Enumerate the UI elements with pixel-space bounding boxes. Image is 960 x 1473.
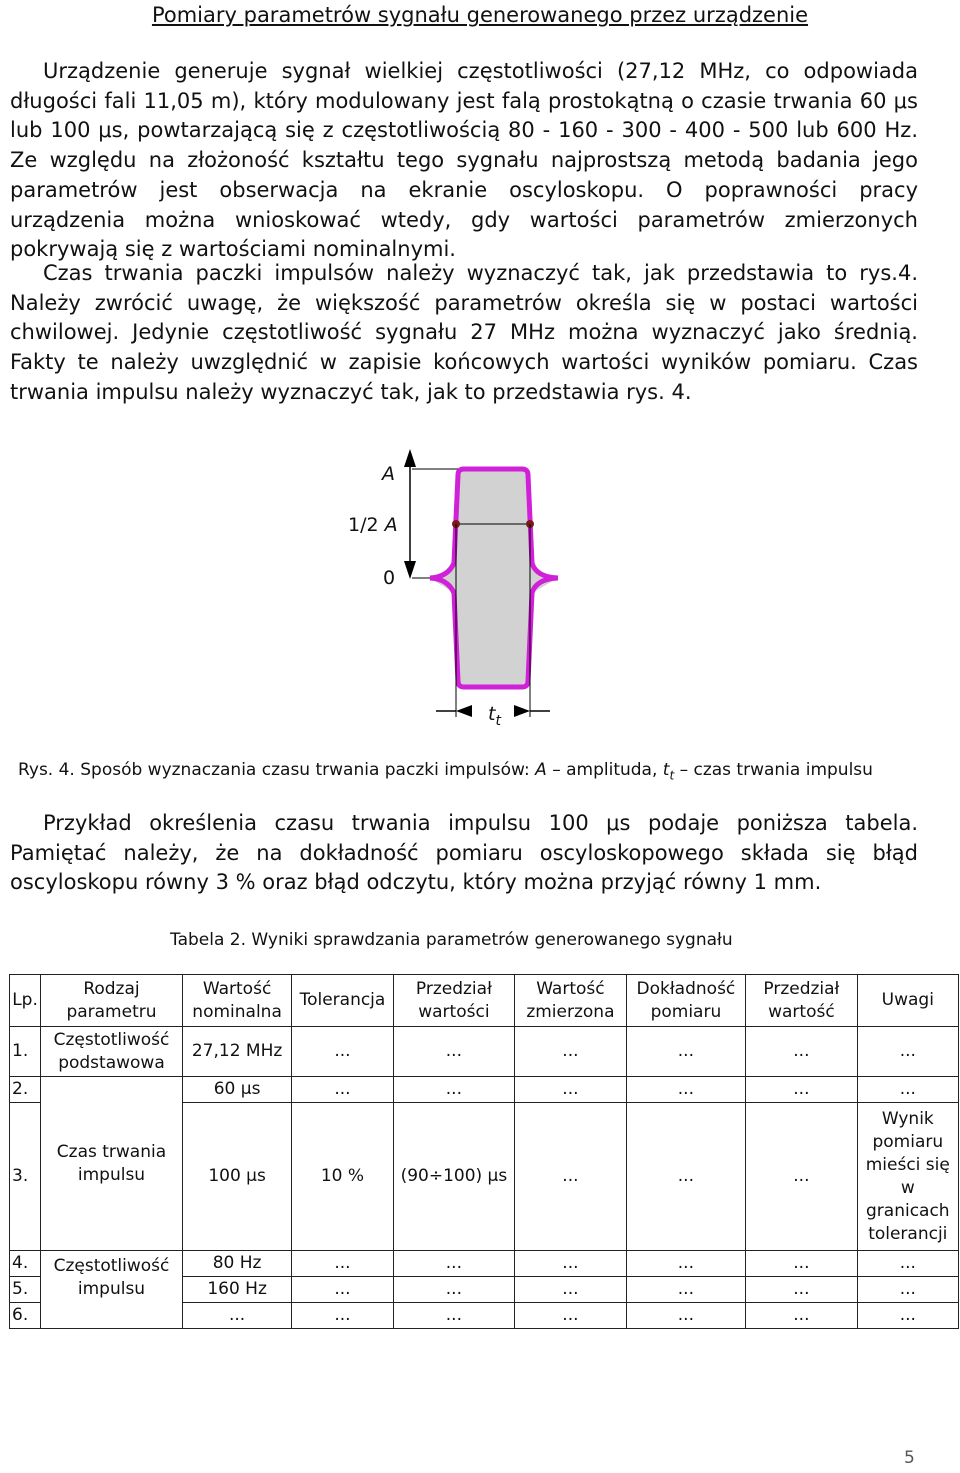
cell-notes: ... [857,1027,958,1077]
cell-lp: 2. [10,1077,41,1103]
label-amplitude: A [382,463,395,485]
text-line: pokrywają się z wartościami nominalnymi. [10,237,456,262]
cell-measured: ... [515,1303,626,1329]
cell-range: ... [393,1277,515,1303]
cell-notes: ... [857,1277,958,1303]
cell-nominal: ... [182,1303,291,1329]
cell-range2: ... [746,1103,857,1251]
text-line: Urządzenie generuje sygnał wielkiej częstotliwości (27,12 MHz, co odpowiada [43,59,918,83]
cell-accuracy: ... [626,1277,746,1303]
header-cell: Tolerancja [292,975,393,1027]
header-cell: Uwagi [857,975,958,1027]
cell-range: ... [393,1027,515,1077]
cell-measured: ... [515,1277,626,1303]
cell-range: ... [393,1303,515,1329]
results-table [9,974,959,1329]
cell-notes: ... [857,1077,958,1103]
cell-range2: ... [746,1303,857,1329]
header-cell: Wartość nominalna [182,975,291,1027]
label-half-a: A [384,514,398,536]
cell-range: ... [393,1077,515,1103]
header-cell: Przedział wartości [393,975,515,1027]
cell-range2: ... [746,1251,857,1277]
paragraph-method [10,259,918,408]
cell-range2: ... [746,1027,857,1077]
cell-nominal: 100 μs [182,1103,291,1251]
text-line: długości fali 11,05 m), który modulowany jest falą prostokątną o czasie trwania 60 μs [10,88,918,113]
cell-measured: ... [515,1103,626,1251]
pulse-fill [430,469,558,687]
table-row [10,1077,959,1103]
page-title: Pomiary parametrów sygnału generowanego przez urządzenie [151,3,809,27]
label-half: 1/2 [348,514,379,536]
cell-tolerance: 10 % [292,1103,393,1251]
cell-param: Częstotliwość impulsu [41,1251,183,1329]
table-row [10,1027,959,1077]
cell-measured: ... [515,1251,626,1277]
text-line: chwilowej. Jedynie częstotliwość sygnału 27 MHz można wyznaczyć jako średnią. [10,320,918,345]
cell-measured: ... [515,1027,626,1077]
caption-mid: – amplituda, [546,760,663,780]
pulse-diagram-svg [330,445,570,735]
duration-arrow-right [514,705,530,717]
header-cell: Lp. [10,975,41,1027]
table-row [10,1251,959,1277]
cell-lp: 6. [10,1303,41,1329]
text-line: urządzenia można wnioskować wtedy, gdy wartości parametrów zmierzonych [10,207,918,232]
label-zero: 0 [383,567,396,589]
cell-nominal: 80 Hz [182,1251,291,1277]
cell-accuracy: ... [626,1303,746,1329]
cell-param: Czas trwania impulsu [41,1077,183,1251]
cell-nominal: 27,12 MHz [182,1027,291,1077]
header-cell: Wartość zmierzona [515,975,626,1027]
duration-arrow-left [456,705,472,717]
text-line: Pamiętać należy, że na dokładność pomiaru oscyloskopowego składa się błąd [10,840,918,865]
cell-tolerance: ... [292,1277,393,1303]
cell-range2: ... [746,1077,857,1103]
cell-nominal: 160 Hz [182,1277,291,1303]
text-line: Przykład określenia czasu trwania impulsu 100 μs podaje poniższa tabela. [43,811,918,835]
text-line: parametrów jest obserwacja na ekranie oscyloskopu. O poprawności pracy [10,177,918,202]
cell-accuracy: ... [626,1077,746,1103]
text-line: Czas trwania paczki impulsów należy wyznaczyć tak, jak przedstawia to rys.4. [43,261,918,285]
cell-range2: ... [746,1277,857,1303]
pulse-diagram [330,445,570,735]
paragraph-example [10,809,918,898]
cell-measured: ... [515,1077,626,1103]
label-half-amplitude [348,514,398,536]
caption-suffix: – czas trwania impulsu [674,760,873,780]
cell-accuracy: ... [626,1251,746,1277]
cell-lp: 3. [10,1103,41,1251]
text-line: Fakty te należy uwzględnić w zapisie końcowych wartości wyników pomiaru. Czas [10,350,918,375]
table-caption: Tabela 2. Wyniki sprawdzania parametrów generowanego sygnału [170,930,733,950]
cell-lp: 4. [10,1251,41,1277]
cell-tolerance: ... [292,1303,393,1329]
cell-range: ... [393,1251,515,1277]
cell-param: Częstotliwość podstawowa [41,1027,183,1077]
cell-lp: 5. [10,1277,41,1303]
cell-tolerance: ... [292,1251,393,1277]
cell-notes: ... [857,1251,958,1277]
cell-accuracy: ... [626,1103,746,1251]
text-line: oscyloskopu równy 3 % oraz błąd odczytu, który można przyjąć równy 1 mm. [10,870,822,895]
header-cell: Rodzaj parametru [41,975,183,1027]
caption-a: A [535,760,547,780]
table-header-row [10,975,959,1027]
cell-tolerance: ... [292,1077,393,1103]
header-cell: Przedział wartość [746,975,857,1027]
axis-arrow-up [404,449,416,467]
cell-tolerance: ... [292,1027,393,1077]
label-t: t [488,703,496,725]
paragraph-intro [10,57,918,265]
text-line: lub 100 μs, powtarzającą się z częstotliwością 80 - 160 - 300 - 400 - 500 lub 600 Hz. [10,118,918,143]
figure-caption [18,758,918,787]
caption-t-sub: t [669,768,675,783]
cell-accuracy: ... [626,1027,746,1077]
label-t-sub: t [495,712,501,729]
header-cell: Dokładność pomiaru [626,975,746,1027]
cell-notes: ... [857,1303,958,1329]
cell-nominal: 60 μs [182,1077,291,1103]
cell-range: (90÷100) μs [393,1103,515,1251]
axis-arrow-down [404,561,416,579]
label-duration [488,703,501,732]
caption-prefix: Rys. 4. Sposób wyznaczania czasu trwania paczki impulsów: [18,760,536,780]
cell-notes: Wynik pomiaru mieści się w granicach tolerancji [857,1103,958,1251]
page-number: 5 [904,1448,915,1468]
text-line: Należy zwrócić uwagę, że większość parametrów określa się w postaci wartości [10,290,918,315]
text-line: trwania impulsu należy wyznaczyć tak, jak to przedstawia rys. 4. [10,379,692,404]
caption-t: t [662,760,670,780]
text-line: Ze względu na złożoność kształtu tego sygnału najprostszą metodą badania jego [10,148,918,173]
cell-lp: 1. [10,1027,41,1077]
